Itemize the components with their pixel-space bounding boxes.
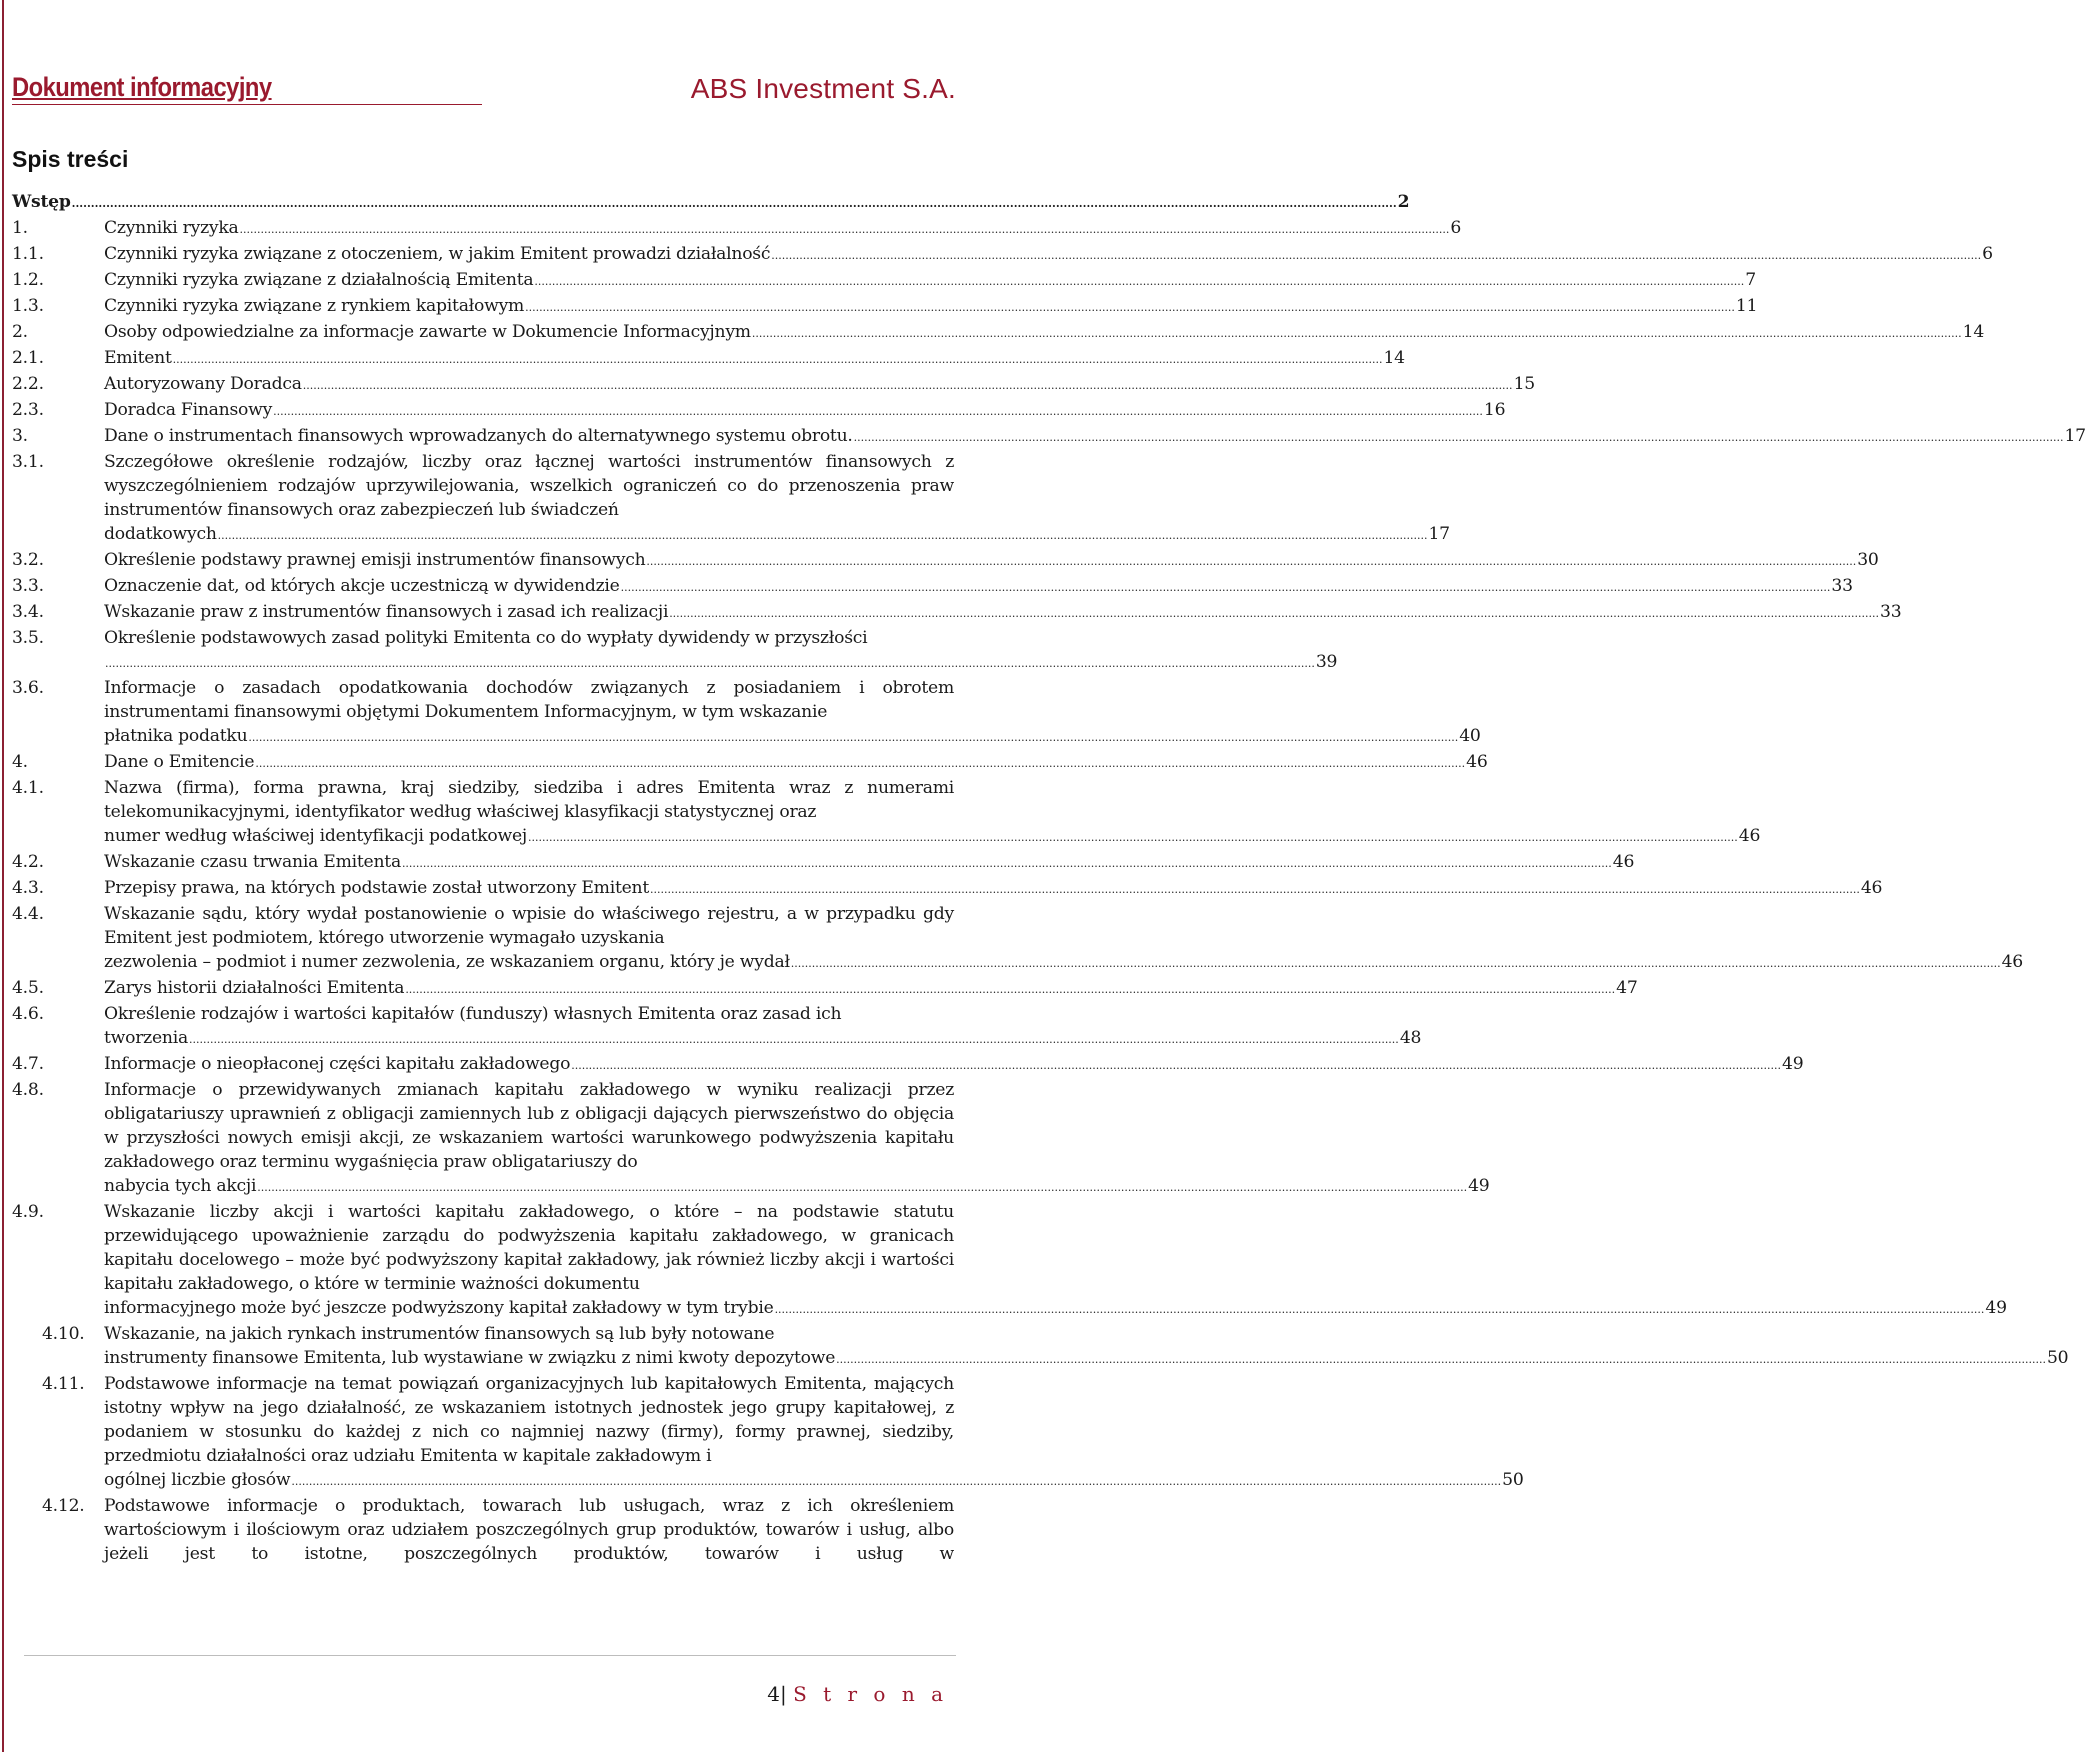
toc-entry-page: 46	[1466, 752, 1488, 772]
toc-entry-title: Wstęp	[12, 192, 71, 212]
toc-entry-number: 4.	[12, 752, 28, 772]
toc-entry-text: Określenie rodzajów i wartości kapitałów (funduszy) własnych Emitenta oraz zasad ich	[104, 1004, 842, 1024]
toc-entry-number: 1.2.	[12, 270, 44, 290]
toc-entry-number: 4.6.	[12, 1004, 44, 1024]
toc-entry-leader-line	[104, 1052, 1804, 1078]
toc-entry-body	[104, 876, 1883, 902]
toc-entry-leader-line	[104, 346, 1405, 372]
toc-entry-leader-line	[104, 1468, 1524, 1494]
toc-entry-number: 3.1.	[12, 452, 44, 472]
toc-entry[interactable]	[12, 424, 2086, 450]
toc-entry-page: 14	[1383, 348, 1405, 368]
toc-entry-title: tworzenia	[104, 1028, 188, 1048]
toc-entry[interactable]	[12, 876, 1883, 902]
toc-entry-leader-line	[104, 522, 1450, 548]
toc-entry-title: Wskazanie praw z instrumentów finansowych i zasad ich realizacji	[104, 602, 669, 622]
toc-entry-title: płatnika podatku	[104, 726, 248, 746]
toc-entry-page: 50	[1502, 1470, 1524, 1490]
toc-entry-title: dodatkowych	[104, 524, 217, 544]
toc-entry-title: ogólnej liczbie głosów	[104, 1470, 291, 1490]
dot-leader	[528, 824, 1738, 850]
toc-entry[interactable]	[12, 776, 1761, 850]
toc-entry-leader-line	[104, 876, 1883, 902]
dot-leader	[771, 242, 1981, 268]
toc-entry-leader-line	[12, 190, 1410, 216]
toc-entry-title: Czynniki ryzyka	[104, 218, 239, 238]
toc-entry-body	[104, 450, 1450, 548]
toc-entry-page: 48	[1399, 1028, 1422, 1048]
toc-entry-title: Dane o instrumentach finansowych wprowadzanych do alternatywnego systemu obrotu.	[104, 426, 853, 446]
page-footer	[767, 1682, 948, 1706]
toc-entry-title: Autoryzowany Doradca	[104, 374, 302, 394]
toc-entry-leader-line	[104, 824, 1761, 850]
toc-entry-number: 4.3.	[12, 878, 44, 898]
dot-leader	[650, 876, 1860, 902]
toc-entry-body	[104, 294, 1758, 320]
toc-entry-leader-line	[104, 1346, 2069, 1372]
dot-leader	[669, 600, 1879, 626]
toc-entry-text: Wskazanie liczby akcji i wartości kapitału zakładowego, o które – na podstawie statutu przewidującego upoważnienie zarządu do podwyższenia kapitału zakładowego, w granicach kapitału docelowego – może być podwyższony kapitał zakładowy, jak również liczby akcji i wartości kapitału zakładowego, o które w terminie ważności dokumentu	[104, 1202, 954, 1294]
toc-entry[interactable]	[12, 346, 1405, 372]
toc-entry[interactable]	[12, 190, 1410, 216]
toc-entry[interactable]	[12, 1052, 1804, 1078]
toc-entry-page: 17	[2064, 426, 2086, 446]
toc-entry-page: 17	[1428, 524, 1450, 544]
dot-leader	[621, 574, 1831, 600]
toc-entry-page: 15	[1513, 374, 1535, 394]
toc-entry-number: 3.2.	[12, 550, 44, 570]
dot-leader	[105, 650, 1315, 676]
toc-entry-body	[104, 574, 1853, 600]
dot-leader	[402, 850, 1612, 876]
toc-entry-body	[104, 548, 1879, 574]
toc-entry-body	[104, 776, 1761, 850]
toc-entry-title: Określenie podstawy prawnej emisji instrumentów finansowych	[104, 550, 646, 570]
toc-entry-body	[104, 1200, 2007, 1322]
dot-leader	[273, 398, 1483, 424]
toc-entry-number: 1.3.	[12, 296, 44, 316]
dot-leader	[791, 950, 2001, 976]
dot-leader	[405, 976, 1615, 1002]
toc-entry-number: 4.2.	[12, 852, 44, 872]
toc-entry-page: 46	[1860, 878, 1883, 898]
toc-entry-text: Podstawowe informacje o produktach, towarach lub usługach, wraz z ich określeniem wartościowym i ilościowym oraz udziałem poszczególnych grup produktów, towarów i usług, albo jeżeli jest to istotne, poszczególnych produktów, towarów i usług w	[104, 1496, 954, 1564]
footer-separator: |	[779, 1682, 787, 1706]
toc-entry-page: 50	[2046, 1348, 2069, 1368]
toc-entry-page: 6	[1982, 244, 1993, 264]
dot-leader	[173, 346, 1383, 372]
toc-entry-body	[104, 1078, 1490, 1200]
toc-entry[interactable]	[12, 1494, 954, 1566]
toc-entry[interactable]	[12, 242, 1993, 268]
toc-entry-page: 46	[1738, 826, 1761, 846]
dot-leader	[72, 190, 1397, 216]
toc-entry-leader-line	[104, 320, 1985, 346]
toc-entry-page: 33	[1831, 576, 1853, 596]
toc-entry-text: Informacje o zasadach opodatkowania dochodów związanych z posiadaniem i obrotem instrumentami finansowymi objętymi Dokumentem Informacyjnym, w tym wskazanie	[104, 678, 954, 722]
toc-entry-title: Czynniki ryzyka związane z działalnością Emitenta	[104, 270, 534, 290]
toc-entry-leader-line	[104, 950, 2023, 976]
toc-entry-leader-line	[104, 750, 1488, 776]
toc-entry-page: 33	[1880, 602, 1902, 622]
toc-entry-title: Czynniki ryzyka związane z rynkiem kapitałowym	[104, 296, 525, 316]
toc-entry-page: 14	[1962, 322, 1985, 342]
toc-entry-leader-line	[104, 574, 1853, 600]
toc-entry-body	[104, 346, 1405, 372]
toc-entry-page: 16	[1483, 400, 1506, 420]
dot-leader	[534, 268, 1744, 294]
toc-entry[interactable]	[12, 1372, 1524, 1494]
dot-leader	[836, 1346, 2046, 1372]
toc-entry-number: 3.4.	[12, 602, 44, 622]
dot-leader	[525, 294, 1735, 320]
toc-entry-leader-line	[104, 548, 1879, 574]
toc-entry-body	[104, 268, 1756, 294]
toc-entry-body	[104, 902, 2023, 976]
toc-entry-number: 2.	[12, 322, 28, 342]
toc-entry-leader-line	[104, 600, 1902, 626]
toc-entry[interactable]	[12, 1078, 1490, 1200]
toc-entry[interactable]	[12, 216, 1462, 242]
toc-entry-leader-line	[104, 1174, 1490, 1200]
toc-entry-number: 3.5.	[12, 628, 44, 648]
toc-entry[interactable]	[12, 294, 1758, 320]
toc-entry-number: 1.1.	[12, 244, 44, 264]
toc-entry-body	[104, 976, 1638, 1002]
page-header	[12, 72, 956, 106]
toc-entry-text: Wskazanie sądu, który wydał postanowienie o wpisie do właściwego rejestru, a w przypadku gdy Emitent jest podmiotem, którego utworzenie wymagało uzyskania	[104, 904, 954, 948]
toc-entry-body	[104, 216, 1462, 242]
toc-entry-title: Oznaczenie dat, od których akcje uczestniczą w dywidendzie	[104, 576, 620, 596]
toc-entry[interactable]	[12, 398, 1506, 424]
toc-entry-leader-line	[104, 1026, 1422, 1052]
dot-leader	[248, 724, 1458, 750]
dot-leader	[646, 548, 1856, 574]
toc-entry-body	[104, 1002, 1422, 1052]
toc-entry-leader-line	[104, 294, 1758, 320]
toc-entry-page: 2	[1397, 192, 1410, 212]
dot-leader	[303, 372, 1513, 398]
toc-entry-page: 49	[1782, 1054, 1804, 1074]
toc-entry-title: Zarys historii działalności Emitenta	[104, 978, 405, 998]
toc-entry-leader-line	[104, 1296, 2007, 1322]
toc-entry-number: 4.10.	[42, 1324, 85, 1344]
toc-entry[interactable]	[12, 676, 1481, 750]
toc-entry-number: 4.7.	[12, 1054, 44, 1074]
toc-entry[interactable]	[12, 1322, 2069, 1372]
toc-entry-title: zezwolenia – podmiot i numer zezwolenia, ze wskazaniem organu, który je wydał	[104, 952, 790, 972]
toc-entry-number: 1.	[12, 218, 28, 238]
toc-entry-text: Informacje o przewidywanych zmianach kapitału zakładowego w wyniku realizacji przez obligatariuszy uprawnień z obligacji zamiennych lub z obligacji dających pierwszeństwo do objęcia w przyszłości nowych emisji akcji, ze wskazaniem wartości warunkowego podwyższenia kapitału zakładowego oraz terminu wygaśnięcia praw obligatariuszy do	[104, 1080, 954, 1172]
toc-entry-text: Nazwa (firma), forma prawna, kraj siedziby, siedziba i adres Emitenta wraz z numerami telekomunikacyjnymi, identyfikator według właściwej klasyfikacji statystycznej oraz	[104, 778, 954, 822]
toc-entry-title: numer według właściwej identyfikacji podatkowej	[104, 826, 527, 846]
dot-leader	[854, 424, 2064, 450]
dot-leader	[255, 750, 1465, 776]
toc-entry-body	[104, 1052, 1804, 1078]
toc-entry-page: 39	[1315, 652, 1338, 672]
toc-entry-title: Emitent	[104, 348, 172, 368]
toc-entry-number: 3.6.	[12, 678, 44, 698]
toc-entry-number: 4.12.	[42, 1496, 85, 1516]
toc-entry-number: 3.	[12, 426, 28, 446]
toc-entry-title: Informacje o nieopłaconej części kapitału zakładowego	[104, 1054, 571, 1074]
toc-entry-leader-line	[104, 976, 1638, 1002]
toc-entry-text: Wskazanie, na jakich rynkach instrumentów finansowych są lub były notowane	[104, 1324, 775, 1344]
toc-entry-page: 7	[1745, 270, 1756, 290]
toc-entry-page: 46	[1612, 852, 1635, 872]
toc-entry-number: 4.11.	[42, 1374, 85, 1394]
toc-entry-body	[104, 750, 1488, 776]
toc-entry-page: 49	[1468, 1176, 1490, 1196]
toc-entry-number: 3.3.	[12, 576, 44, 596]
document-title: Dokument informacyjny	[12, 72, 272, 102]
toc-entry[interactable]	[12, 600, 1902, 626]
toc-entry-leader-line	[104, 424, 2086, 450]
toc-entry-number: 4.5.	[12, 978, 44, 998]
toc-entry-page: 49	[1985, 1298, 2007, 1318]
toc-entry[interactable]	[12, 750, 1488, 776]
toc-entry-leader-line	[104, 242, 1993, 268]
toc-entry-body	[104, 320, 1985, 346]
toc-entry[interactable]	[12, 902, 2023, 976]
toc-entry-number: 4.1.	[12, 778, 44, 798]
dot-leader	[189, 1026, 1399, 1052]
page-number: 4	[767, 1682, 780, 1706]
toc-entry-page: 40	[1459, 726, 1481, 746]
toc-entry-page: 30	[1857, 550, 1879, 570]
toc-entry-number: 4.4.	[12, 904, 44, 924]
toc-entry[interactable]	[12, 1002, 1422, 1052]
toc-entry-body	[104, 242, 1993, 268]
company-name: ABS Investment S.A.	[690, 73, 956, 104]
toc-entry-title: Osoby odpowiedzialne za informacje zawarte w Dokumencie Informacyjnym	[104, 322, 751, 342]
dot-leader	[218, 522, 1428, 548]
toc-entry-leader-line	[104, 216, 1462, 242]
toc-entry-body	[104, 626, 1338, 676]
toc-entry[interactable]	[12, 976, 1638, 1002]
dot-leader	[775, 1296, 1985, 1322]
toc-entry[interactable]	[12, 372, 1535, 398]
left-margin-rule	[2, 0, 4, 1752]
toc-entry[interactable]	[12, 320, 1985, 346]
toc-entry-body	[12, 190, 1410, 216]
dot-leader	[752, 320, 1962, 346]
toc-entry-title: informacyjnego może być jeszcze podwyższony kapitał zakładowy w tym trybie	[104, 1298, 774, 1318]
dot-leader	[257, 1174, 1467, 1200]
toc-entry-page: 46	[2001, 952, 2023, 972]
toc-entry-page: 6	[1450, 218, 1462, 238]
toc-entry-title: Doradca Finansowy	[104, 400, 273, 420]
toc-entry-number: 2.1.	[12, 348, 44, 368]
toc-entry-leader-line	[104, 372, 1535, 398]
toc-entry-title: nabycia tych akcji	[104, 1176, 257, 1196]
footer-divider	[24, 1655, 956, 1656]
toc-entry-leader-line	[104, 268, 1756, 294]
toc-entry[interactable]	[12, 268, 1756, 294]
toc-entry-text: Podstawowe informacje na temat powiązań organizacyjnych lub kapitałowych Emitenta, mających istotny wpływ na jego działalność, ze wskazaniem istotnych jednostek jego grupy kapitałowej, z podaniem w stosunku do każdej z nich co najmniej nazwy (firmy), formy prawnej, siedziby, przedmiotu działalności oraz udziału Emitenta w kapitale zakładowym i	[104, 1374, 954, 1466]
toc-entry-page: 11	[1735, 296, 1758, 316]
toc-entry-number: 2.3.	[12, 400, 44, 420]
toc-entry-leader-line	[104, 398, 1506, 424]
toc-entry-number: 4.8.	[12, 1080, 44, 1100]
toc-entry[interactable]	[12, 626, 1338, 676]
toc-entry-title: Dane o Emitencie	[104, 752, 255, 772]
dot-leader	[291, 1468, 1501, 1494]
toc-entry-body	[104, 372, 1535, 398]
toc-entry[interactable]	[12, 574, 1853, 600]
header-underline	[12, 104, 482, 105]
toc-entry-body	[104, 398, 1506, 424]
toc-entry-body	[104, 1494, 954, 1566]
page-label: S t r o n a	[793, 1682, 948, 1706]
toc-entry-body	[104, 1322, 2069, 1372]
toc-entry-leader-line	[104, 724, 1481, 750]
toc-entry-text: Szczegółowe określenie rodzajów, liczby oraz łącznej wartości instrumentów finansowych z wyszczególnieniem rodzajów uprzywilejowania, wszelkich ograniczeń co do przenoszenia praw instrumentów finansowych oraz zabezpieczeń lub świadczeń	[104, 452, 954, 520]
toc-entry[interactable]	[12, 1200, 2007, 1322]
toc-entry-page: 47	[1616, 978, 1638, 998]
toc-entry-title: Czynniki ryzyka związane z otoczeniem, w jakim Emitent prowadzi działalność	[104, 244, 771, 264]
dot-leader	[240, 216, 1450, 242]
toc-entry-number: 4.9.	[12, 1202, 44, 1222]
toc-entry[interactable]	[12, 548, 1879, 574]
toc-entry-body	[104, 600, 1902, 626]
toc-entry-body	[104, 850, 1635, 876]
toc-entry-leader-line	[104, 650, 1338, 676]
toc-entry-title: Wskazanie czasu trwania Emitenta	[104, 852, 401, 872]
toc-heading: Spis treści	[12, 146, 129, 172]
dot-leader	[571, 1052, 1781, 1078]
toc-entry-body	[104, 676, 1481, 750]
toc-entry-text: Określenie podstawowych zasad polityki Emitenta co do wypłaty dywidendy w przyszłości	[104, 628, 868, 648]
toc-entry-body	[104, 424, 2086, 450]
toc-entry-body	[104, 1372, 1524, 1494]
table-of-contents	[12, 190, 2086, 1566]
toc-entry-number: 2.2.	[12, 374, 44, 394]
toc-entry[interactable]	[12, 450, 1450, 548]
toc-entry-title: instrumenty finansowe Emitenta, lub wystawiane w związku z nimi kwoty depozytowe	[104, 1348, 836, 1368]
toc-entry-title: Przepisy prawa, na których podstawie został utworzony Emitent	[104, 878, 650, 898]
toc-entry-leader-line	[104, 850, 1635, 876]
toc-entry[interactable]	[12, 850, 1635, 876]
